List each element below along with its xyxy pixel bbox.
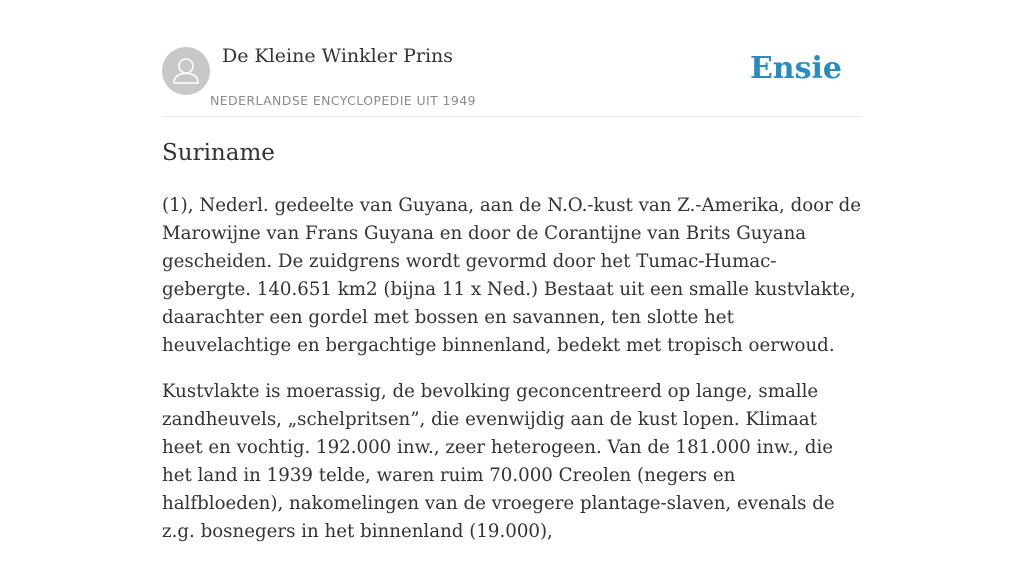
- article-body: [162, 192, 862, 564]
- user-icon: [162, 47, 210, 95]
- article-title: Suriname: [162, 140, 275, 166]
- header: [162, 0, 862, 117]
- ensie-logo[interactable]: Ensie: [749, 51, 842, 86]
- article-paragraph: Kustvlakte is moerassig, de bevolking geconcentreerd op lange, smalle zandheuvels, „schelpritsen”, die evenwijdig aan de kust lopen. Klimaat heet en vochtig. 192.000 inw., zeer heterogeen. Van de 181.000 inw., die het land in 1939 telde, waren ruim 70.000 Creolen (negers en halfbloeden), nakomelingen van de vroegere plantage-slaven, evenals de z.g. bosnegers in het binnenland (19.000),: [162, 381, 835, 542]
- article-paragraph: (1), Nederl. gedeelte van Guyana, aan de N.O.-kust van Z.-Amerika, door de Marowijne van Frans Guyana en door de Corantijne van Brits Guyana gescheiden. De zuidgrens wordt gevormd door het Tumac-Humac-gebergte. 140.651 km2 (bijna 11 x Ned.) Bestaat uit een smalle kustvlakte, daarachter een gordel met bossen en savannen, ten slotte het heuvelachtige en bergachtige binnenland, bedekt met tropisch oerwoud.: [162, 195, 862, 356]
- author-subtitle: NEDERLANDSE ENCYCLOPEDIE UIT 1949: [210, 93, 476, 108]
- author-name[interactable]: De Kleine Winkler Prins: [222, 45, 454, 67]
- author-avatar[interactable]: [162, 47, 210, 95]
